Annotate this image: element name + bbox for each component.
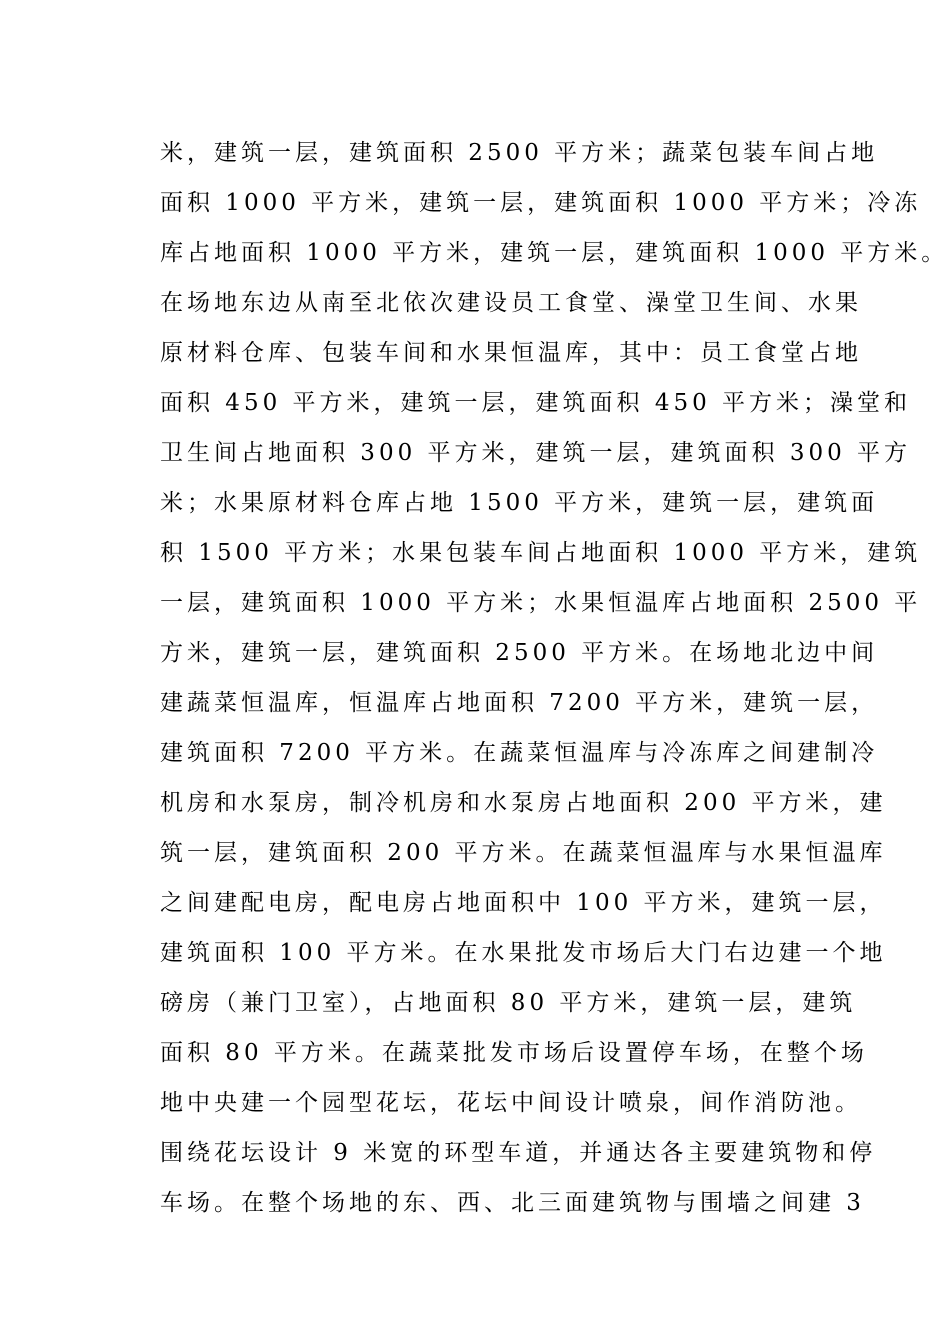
text-line: 原材料仓库、包装车间和水果恒温库，其中：员工食堂占地 <box>160 340 862 366</box>
text-line: 之间建配电房，配电房占地面积中 100 平方米，建筑一层， <box>160 890 887 916</box>
text-line: 米，建筑一层，建筑面积 2500 平方米；蔬菜包装车间占地 <box>160 140 879 166</box>
text-line: 方米，建筑一层，建筑面积 2500 平方米。在场地北边中间 <box>160 640 879 666</box>
body-text <box>160 128 949 1228</box>
text-line: 一层，建筑面积 1000 平方米；水果恒温库占地面积 2500 平 <box>160 590 922 616</box>
text-line: 磅房（兼门卫室），占地面积 80 平方米，建筑一层，建筑 <box>160 990 857 1016</box>
text-line: 车场。在整个场地的东、西、北三面建筑物与围墙之间建 3 <box>160 1190 865 1216</box>
text-line: 围绕花坛设计 9 米宽的环型车道，并通达各主要建筑物和停 <box>160 1140 877 1166</box>
text-line: 面积 80 平方米。在蔬菜批发市场后设置停车场，在整个场 <box>160 1040 868 1066</box>
text-line: 积 1500 平方米；水果包装车间占地面积 1000 平方米，建筑 <box>160 540 922 566</box>
text-line: 面积 450 平方米，建筑一层，建筑面积 450 平方米；澡堂和 <box>160 390 912 416</box>
text-line: 建蔬菜恒温库，恒温库占地面积 7200 平方米，建筑一层， <box>160 690 879 716</box>
text-line: 地中央建一个园型花坛，花坛中间设计喷泉，间作消防池。 <box>160 1090 862 1116</box>
text-line: 建筑面积 100 平方米。在水果批发市场后大门右边建一个地 <box>160 940 887 966</box>
text-line: 面积 1000 平方米，建筑一层，建筑面积 1000 平方米；冷冻 <box>160 190 922 216</box>
text-line: 卫生间占地面积 300 平方米，建筑一层，建筑面积 300 平方 <box>160 440 912 466</box>
text-line: 在场地东边从南至北依次建设员工食堂、澡堂卫生间、水果 <box>160 290 862 316</box>
text-line: 库占地面积 1000 平方米，建筑一层，建筑面积 1000 平方米。 <box>160 240 949 266</box>
text-line: 建筑面积 7200 平方米。在蔬菜恒温库与冷冻库之间建制冷 <box>160 740 879 766</box>
text-line: 米；水果原材料仓库占地 1500 平方米，建筑一层，建筑面 <box>160 490 879 516</box>
text-line: 筑一层，建筑面积 200 平方米。在蔬菜恒温库与水果恒温库 <box>160 840 887 866</box>
text-line: 机房和水泵房，制冷机房和水泵房占地面积 200 平方米，建 <box>160 790 887 816</box>
